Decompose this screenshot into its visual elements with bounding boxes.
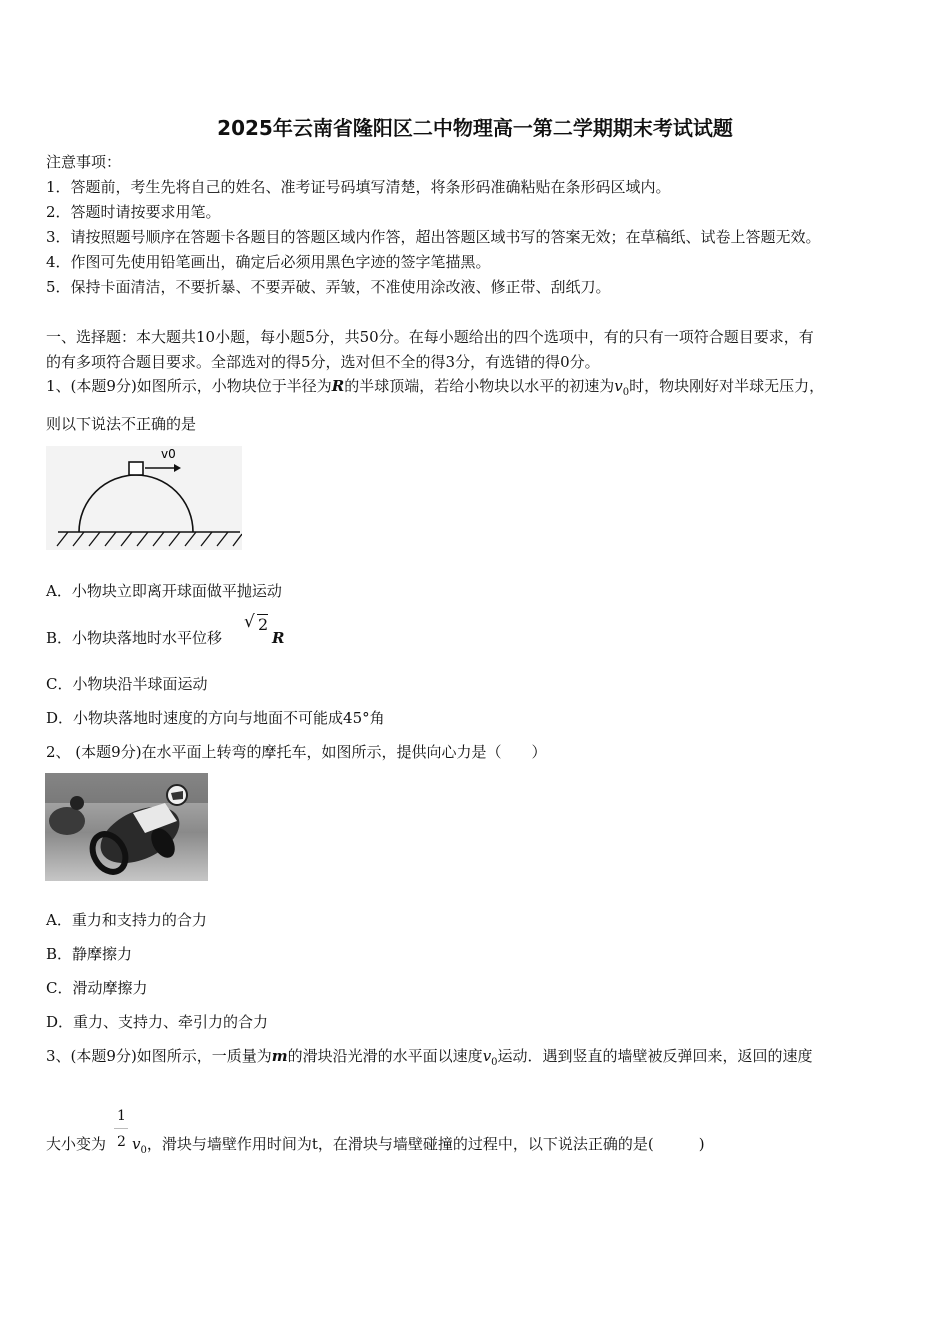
q1-option-b-text: B．小物块落地时水平位移 (46, 629, 223, 647)
page-title: 2025年云南省隆阳区二中物理高一第二学期期末考试试题 (217, 116, 733, 140)
sqrt-radicand: 2 (258, 615, 269, 634)
q1-var-v0: v (614, 377, 623, 395)
q2-option-c: C．滑动摩擦力 (46, 979, 148, 997)
section-1-intro-line-2: 的有多项符合题目要求。全部选对的得5分，选对但不全的得3分，有选错的得0分。 (46, 353, 600, 371)
q3-text-c: 运动．遇到竖直的墙壁被反弹回来，返回的速度 (497, 1047, 813, 1065)
question-2-text: 2、 (本题9分)在水平面上转弯的摩托车，如图所示，提供向心力是（ ） (46, 743, 547, 761)
q2-option-b: B．静摩擦力 (46, 945, 133, 963)
fraction-bar (114, 1128, 128, 1129)
notice-item-2: 2．答题时请按要求用笔。 (46, 203, 221, 221)
q3-var-v0: v (482, 1047, 492, 1065)
question-3-line-2-rest (132, 1134, 705, 1161)
q3-text-b: 的滑块沿光滑的水平面以速度 (287, 1047, 483, 1065)
hemisphere-figure-bg (46, 446, 242, 550)
q1-var-R: R (331, 377, 345, 395)
q1-option-d: D．小物块落地时速度的方向与地面不可能成45°角 (46, 709, 385, 727)
question-3-line-1 (46, 1046, 813, 1073)
q1-sub-0: 0 (622, 387, 630, 398)
q1-option-b-var: R (272, 629, 285, 647)
q2-option-a: A．重力和支持力的合力 (46, 911, 207, 929)
q1-option-a: A．小物块立即离开球面做平抛运动 (46, 582, 282, 600)
notice-item-5: 5．保持卡面清洁，不要折暴、不要弄破、弄皱，不准使用涂改液、修正带、刮纸刀。 (46, 278, 611, 296)
q1-text-b: 的半球顶端，若给小物块以水平的初速为 (344, 377, 615, 395)
velocity-label: v0 (161, 447, 176, 461)
q2-option-d: D．重力、支持力、牵引力的合力 (46, 1013, 269, 1031)
q1-option-b (46, 628, 222, 648)
q3-text-a: 3、(本题9分)如图所示，一质量为 (46, 1047, 272, 1065)
notice-item-1: 1．答题前，考生先将自己的姓名、准考证号码填写清楚，将条形码准确粘贴在条形码区域内。 (46, 178, 671, 196)
q1-option-c: C．小物块沿半球面运动 (46, 675, 208, 693)
hemisphere-figure (46, 446, 242, 550)
question-3-line-2-start: 大小变为 (46, 1135, 107, 1153)
fraction-denominator: 2 (117, 1134, 126, 1150)
motorcycle-photo (45, 773, 208, 881)
q1-text-c: 时，物块刚好对半球无压力， (629, 377, 825, 395)
small-block (129, 462, 143, 475)
q1-text-a: 1、(本题9分)如图所示，小物块位于半径为 (46, 377, 332, 395)
q3-line2-text: ，滑块与墙壁作用时间为t，在滑块与墙壁碰撞的过程中，以下说法正确的是( ) (146, 1135, 705, 1153)
background-rider (49, 807, 85, 835)
notice-heading: 注意事项： (46, 153, 122, 171)
sqrt-symbol: √ (244, 612, 255, 632)
q3-line2-sub: 0 (140, 1145, 147, 1156)
q3-var-m: m (271, 1047, 288, 1065)
question-1-line-2: 则以下说法不正确的是 (46, 415, 197, 433)
question-1-line-1 (46, 376, 824, 403)
fraction-numerator: 1 (117, 1108, 126, 1124)
q3-line2-var: v (132, 1135, 141, 1153)
notice-item-3: 3．请按照题号顺序在答题卡各题目的答题区域内作答，超出答题区域书写的答案无效；在草稿纸、试卷上答题无效。 (46, 228, 821, 246)
background-helmet (70, 796, 84, 810)
q3-sub-0: 0 (491, 1057, 498, 1068)
section-1-intro-line-1: 一、选择题：本大题共10小题，每小题5分，共50分。在每小题给出的四个选项中，有的只有一项符合题目要求，有 (46, 328, 814, 346)
notice-item-4: 4．作图可先使用铅笔画出，确定后必须用黑色字迹的签字笔描黑。 (46, 253, 491, 271)
